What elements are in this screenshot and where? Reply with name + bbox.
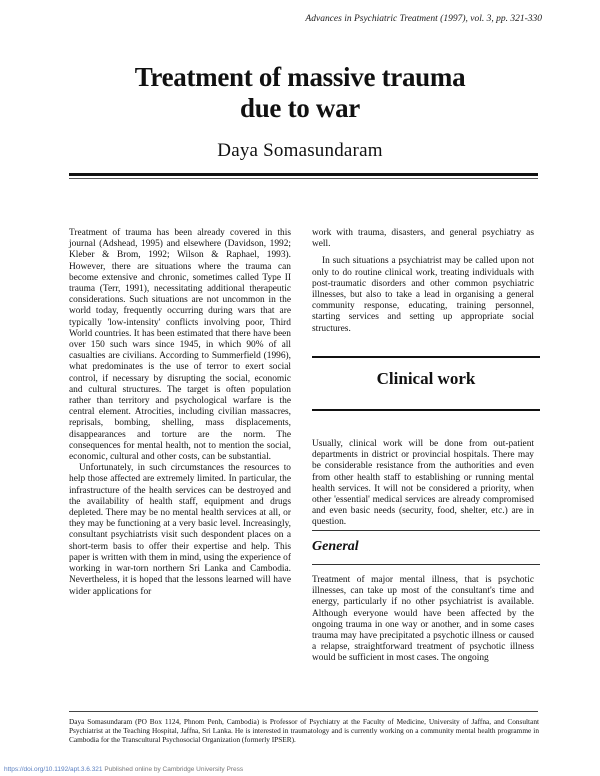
section-heading: Clinical work bbox=[376, 369, 476, 388]
footnote-rule bbox=[69, 711, 538, 712]
section-rule-top bbox=[312, 356, 540, 358]
subheading-box bbox=[312, 530, 540, 566]
section-rule-bottom bbox=[312, 409, 540, 411]
intro-paragraph-1: Treatment of trauma has been already covered in this journal (Adshead, 1995) and elsewhere (Davidson, 1992; Kleber & Brom, 1992; Wilson & Raphael, 1993). However, there are situations where the trauma can become extensive and chronic, sometimes called Type II trauma (Terr, 1991), necessitating additional therapeutic considerations. Such situations are not uncommon in the world today, frequently occurring during wars that are typically 'low-intensity' conflicts involving poor, Third World countries. It has been estimated that there have been over 150 such wars since 1945, in which 90% of all casualties are civilians. According to Summerfield (1996), what predominates is the use of terror to exert social control, if necessary by disrupting the social, economic and cultural structures. The target is often population rather than territory and psychological warfare is the central element. Atrocities, including civilian massacres, reprisals, bombing, shelling, mass displacements, disappearances and torture are the norm. The consequences for mental health, not to mention the social, economic, cultural and other costs, can be substantial. bbox=[69, 228, 291, 463]
clinical-paragraph-block bbox=[312, 439, 534, 529]
general-paragraph: Treatment of major mental illness, that is psychotic illnesses, can take up most of the consultant's time and energy, particularly if no other psychiatrist is available. Although everyone would have been affected by the ongoing trauma in one way or another, and in some cases trauma may have precipitated a psychotic illness or caused a relapse, straightforward treatment of psychotic illness would be sufficient in most cases. The ongoing bbox=[312, 575, 534, 664]
title-rule-thick bbox=[69, 173, 538, 176]
subheading-rule-top bbox=[312, 530, 540, 531]
doi-link[interactable]: https://doi.org/10.1192/apt.3.6.321 bbox=[4, 766, 103, 773]
title-line-1: Treatment of massive trauma bbox=[134, 62, 466, 92]
article-title bbox=[0, 62, 600, 124]
subheading: General bbox=[312, 539, 359, 554]
section-heading-box bbox=[312, 356, 540, 412]
title-rule-thin bbox=[69, 178, 538, 179]
right-column-top bbox=[312, 228, 534, 335]
intro-paragraph-2: Unfortunately, in such circumstances the resources to help those affected are extremely limited. In particular, the infrastructure of the health services can be destroyed and the availability of health staff, equipment and drugs depleted. There may be no mental health services at all, or they may be functioning at a very basic level. Increasingly, consultant psychiatrists visit such despondent places on a short-term basis to offer their expertise and help. This paper is written with them in mind, using the experience of working in war-torn northern Sri Lanka and Cambodia. Nevertheless, it is hoped that the lessons learned will have wider applications for bbox=[69, 463, 291, 597]
doi-line bbox=[4, 766, 243, 773]
title-line-2: due to war bbox=[240, 93, 360, 123]
left-column bbox=[69, 228, 291, 598]
general-paragraph-block bbox=[312, 575, 534, 665]
right-paragraph-1: work with trauma, disasters, and general psychiatry as well. bbox=[312, 228, 534, 250]
clinical-paragraph: Usually, clinical work will be done from out-patient departments in district or provincial hospitals. There may be considerable resistance from the authorities and even from other health staff to establishing or running mental health services. It will not be considered a priority, when other 'essential' medical services are already compromised and even basic needs (security, food, shelter, etc.) are in question. bbox=[312, 439, 534, 528]
subheading-rule-bottom bbox=[312, 564, 540, 565]
right-paragraph-2: In such situations a psychiatrist may be called upon not only to do routine clinical work, treating individuals with post-traumatic disorders and other common psychiatric illnesses, but also to take a lead in organising a general community response, educating, training personnel, starting services and setting up appropriate social structures. bbox=[312, 256, 534, 334]
author-footnote: Daya Somasundaram (PO Box 1124, Phnom Penh, Cambodia) is Professor of Psychiatry at the Faculty of Medicine, University of Jaffna, and Consultant Psychiatrist at the Teaching Hospital, Jaffna, Sri Lanka. He is interested in traumatology and is currently working on a community mental health programme in Cambodia for the Transcultural Psychosocial Organization (formerly IPSER). bbox=[69, 717, 539, 744]
journal-citation: Advances in Psychiatric Treatment (1997), vol. 3, pp. 321-330 bbox=[305, 14, 542, 24]
author-name: Daya Somasundaram bbox=[217, 140, 383, 161]
doi-publisher-text: Published online by Cambridge University Press bbox=[102, 766, 244, 773]
